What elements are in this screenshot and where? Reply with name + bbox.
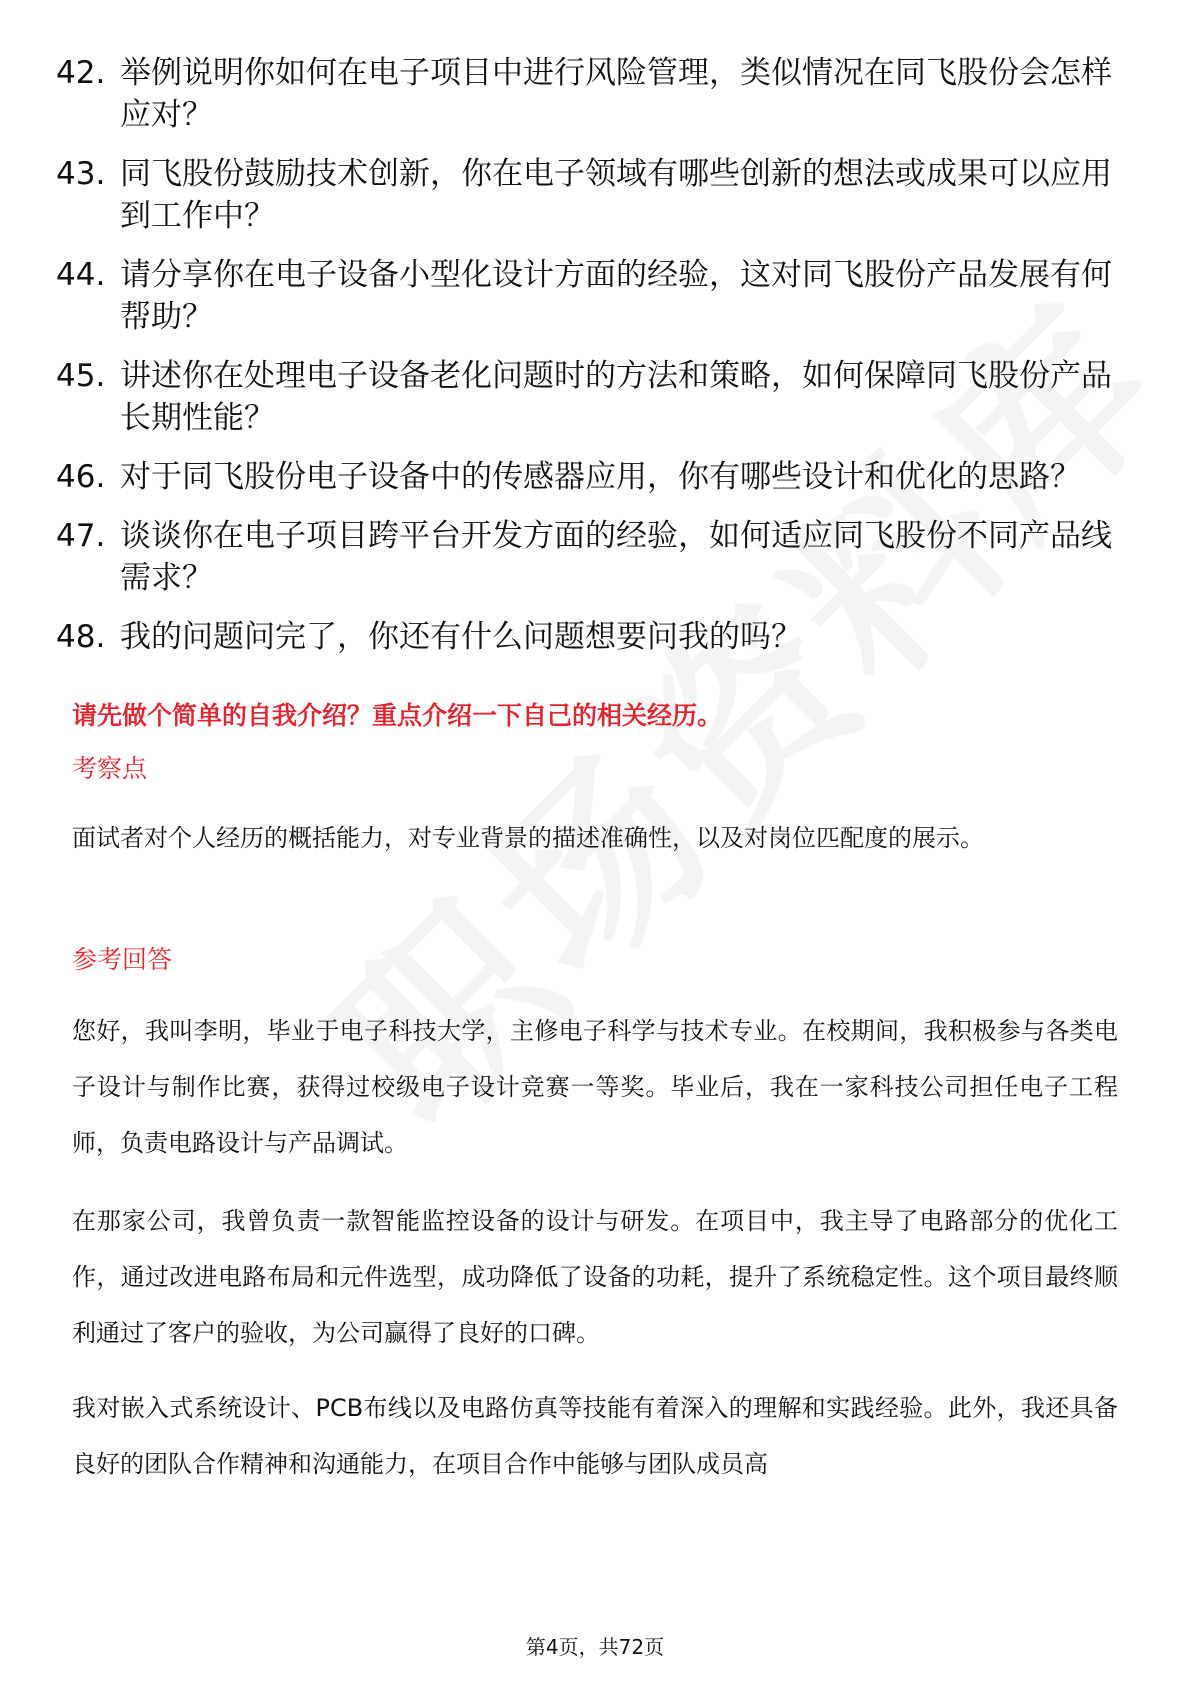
question-text: 对于同飞股份电子设备中的传感器应用，你有哪些设计和优化的思路？ — [120, 459, 1081, 495]
answer-label: 参考回答 — [72, 945, 173, 974]
question-item — [56, 616, 1116, 658]
question-item — [56, 52, 1116, 136]
question-list — [56, 52, 1116, 675]
question-number: 45. — [56, 358, 106, 394]
question-item — [56, 355, 1116, 439]
question-number: 46. — [56, 459, 106, 495]
question-item — [56, 456, 1116, 498]
question-number: 44. — [56, 257, 106, 293]
question-number: 42. — [56, 55, 106, 91]
question-number: 43. — [56, 156, 106, 192]
question-text: 同飞股份鼓励技术创新，你在电子领域有哪些创新的想法或成果可以应用到工作中？ — [120, 156, 1112, 234]
question-text: 讲述你在处理电子设备老化问题时的方法和策略，如何保障同飞股份产品长期性能？ — [120, 358, 1112, 436]
question-number: 47. — [56, 518, 106, 554]
question-item — [56, 515, 1116, 599]
answer-paragraph: 我对嵌入式系统设计、PCB布线以及电路仿真等技能有着深入的理解和实践经验。此外，我还具备良好的团队合作精神和沟通能力，在项目合作中能够与团队成员高 — [72, 1394, 1118, 1478]
page-footer: 第4页，共72页 — [525, 1635, 665, 1659]
answer-paragraph: 您好，我叫李明，毕业于电子科技大学，主修电子科学与技术专业。在校期间，我积极参与各类电子设计与制作比赛，获得过校级电子设计竞赛一等奖。毕业后，我在一家科技公司担任电子工程师，负责电路设计与产品调试。 — [72, 1017, 1118, 1157]
question-text: 请分享你在电子设备小型化设计方面的经验，这对同飞股份产品发展有何帮助？ — [120, 257, 1112, 335]
assess-label: 考察点 — [72, 754, 148, 783]
question-text: 谈谈你在电子项目跨平台开发方面的经验，如何适应同飞股份不同产品线需求？ — [120, 518, 1112, 596]
assess-text: 面试者对个人经历的概括能力，对专业背景的描述准确性，以及对岗位匹配度的展示。 — [72, 824, 984, 852]
intro-question-title: 请先做个简单的自我介绍？重点介绍一下自己的相关经历。 — [72, 701, 723, 730]
question-text: 举例说明你如何在电子项目中进行风险管理，类似情况在同飞股份会怎样应对？ — [120, 55, 1112, 133]
question-text: 我的问题问完了，你还有什么问题想要问我的吗？ — [120, 619, 802, 655]
question-number: 48. — [56, 619, 106, 655]
answer-paragraph: 在那家公司，我曾负责一款智能监控设备的设计与研发。在项目中，我主导了电路部分的优化工作，通过改进电路布局和元件选型，成功降低了设备的功耗，提升了系统稳定性。这个项目最终顺利通过了客户的验收，为公司赢得了良好的口碑。 — [72, 1207, 1118, 1347]
question-item — [56, 153, 1116, 237]
question-item — [56, 254, 1116, 338]
